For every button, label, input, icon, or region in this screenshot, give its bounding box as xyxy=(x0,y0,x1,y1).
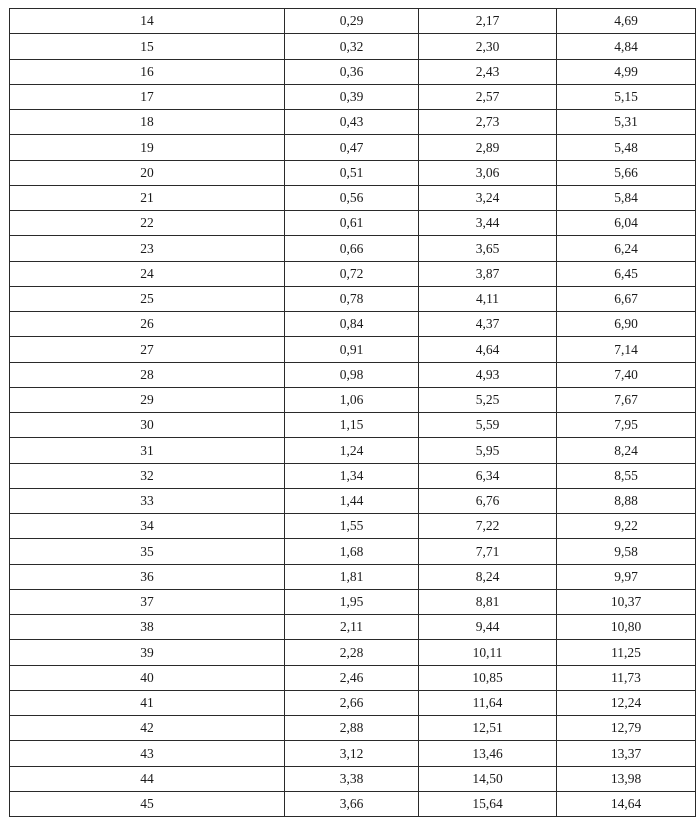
table-cell: 3,44 xyxy=(419,211,557,236)
table-cell: 4,84 xyxy=(557,34,696,59)
table-row xyxy=(10,564,696,589)
table-cell: 6,90 xyxy=(557,312,696,337)
table-cell: 5,48 xyxy=(557,135,696,160)
table-cell: 43 xyxy=(10,741,285,766)
table-cell: 11,64 xyxy=(419,690,557,715)
table-row xyxy=(10,387,696,412)
table-cell: 33 xyxy=(10,488,285,513)
table-cell: 31 xyxy=(10,438,285,463)
table-cell: 35 xyxy=(10,539,285,564)
table-cell: 4,99 xyxy=(557,59,696,84)
table-row xyxy=(10,539,696,564)
table-cell: 39 xyxy=(10,640,285,665)
table-row xyxy=(10,236,696,261)
table-cell: 1,68 xyxy=(285,539,419,564)
table-cell: 2,30 xyxy=(419,34,557,59)
table-cell: 27 xyxy=(10,337,285,362)
table-cell: 4,11 xyxy=(419,286,557,311)
table-cell: 0,78 xyxy=(285,286,419,311)
table-cell: 6,34 xyxy=(419,463,557,488)
table-cell: 8,81 xyxy=(419,589,557,614)
table-cell: 0,47 xyxy=(285,135,419,160)
table-cell: 0,91 xyxy=(285,337,419,362)
table-cell: 7,14 xyxy=(557,337,696,362)
table-row xyxy=(10,185,696,210)
table-row xyxy=(10,84,696,109)
table-row xyxy=(10,791,696,816)
table-row xyxy=(10,261,696,286)
table-cell: 12,79 xyxy=(557,716,696,741)
table-cell: 14,64 xyxy=(557,791,696,816)
table-cell: 22 xyxy=(10,211,285,236)
table-cell: 2,88 xyxy=(285,716,419,741)
table-row xyxy=(10,514,696,539)
table-cell: 38 xyxy=(10,615,285,640)
table-cell: 42 xyxy=(10,716,285,741)
table-cell: 17 xyxy=(10,84,285,109)
table-cell: 40 xyxy=(10,665,285,690)
table-cell: 1,15 xyxy=(285,413,419,438)
table-row xyxy=(10,615,696,640)
table-row xyxy=(10,110,696,135)
table-cell: 0,29 xyxy=(285,9,419,34)
table-cell: 5,25 xyxy=(419,387,557,412)
table-cell: 34 xyxy=(10,514,285,539)
table-cell: 36 xyxy=(10,564,285,589)
table-cell: 11,25 xyxy=(557,640,696,665)
table-cell: 1,95 xyxy=(285,589,419,614)
table-cell: 0,56 xyxy=(285,185,419,210)
table-cell: 1,81 xyxy=(285,564,419,589)
table-cell: 2,28 xyxy=(285,640,419,665)
table-cell: 7,40 xyxy=(557,362,696,387)
table-cell: 8,24 xyxy=(557,438,696,463)
table-cell: 8,55 xyxy=(557,463,696,488)
table-cell: 6,76 xyxy=(419,488,557,513)
table-cell: 3,12 xyxy=(285,741,419,766)
table-cell: 0,84 xyxy=(285,312,419,337)
table-row xyxy=(10,640,696,665)
table-row xyxy=(10,463,696,488)
table-cell: 2,11 xyxy=(285,615,419,640)
table-cell: 11,73 xyxy=(557,665,696,690)
table-cell: 0,39 xyxy=(285,84,419,109)
table-cell: 1,34 xyxy=(285,463,419,488)
table-cell: 12,51 xyxy=(419,716,557,741)
table-cell: 3,87 xyxy=(419,261,557,286)
table-cell: 13,46 xyxy=(419,741,557,766)
table-cell: 16 xyxy=(10,59,285,84)
table-cell: 3,38 xyxy=(285,766,419,791)
table-cell: 1,24 xyxy=(285,438,419,463)
table-cell: 21 xyxy=(10,185,285,210)
table-row xyxy=(10,589,696,614)
table-cell: 4,64 xyxy=(419,337,557,362)
table-cell: 7,22 xyxy=(419,514,557,539)
table-row xyxy=(10,766,696,791)
data-table-container xyxy=(9,8,695,817)
table-cell: 6,45 xyxy=(557,261,696,286)
table-cell: 10,85 xyxy=(419,665,557,690)
table-cell: 10,80 xyxy=(557,615,696,640)
table-cell: 0,32 xyxy=(285,34,419,59)
table-cell: 9,58 xyxy=(557,539,696,564)
table-cell: 15 xyxy=(10,34,285,59)
table-cell: 24 xyxy=(10,261,285,286)
table-cell: 28 xyxy=(10,362,285,387)
table-cell: 1,44 xyxy=(285,488,419,513)
table-cell: 9,44 xyxy=(419,615,557,640)
table-row xyxy=(10,59,696,84)
table-row xyxy=(10,362,696,387)
table-cell: 0,51 xyxy=(285,160,419,185)
table-cell: 20 xyxy=(10,160,285,185)
table-cell: 7,95 xyxy=(557,413,696,438)
table-cell: 5,66 xyxy=(557,160,696,185)
table-cell: 5,59 xyxy=(419,413,557,438)
table-row xyxy=(10,690,696,715)
table-cell: 4,69 xyxy=(557,9,696,34)
table-cell: 1,55 xyxy=(285,514,419,539)
table-row xyxy=(10,34,696,59)
table-cell: 3,06 xyxy=(419,160,557,185)
table-cell: 4,37 xyxy=(419,312,557,337)
table-cell: 2,66 xyxy=(285,690,419,715)
table-cell: 1,06 xyxy=(285,387,419,412)
data-table xyxy=(9,8,696,817)
table-row xyxy=(10,665,696,690)
table-cell: 0,43 xyxy=(285,110,419,135)
table-row xyxy=(10,337,696,362)
table-cell: 12,24 xyxy=(557,690,696,715)
table-cell: 6,67 xyxy=(557,286,696,311)
table-cell: 23 xyxy=(10,236,285,261)
table-row xyxy=(10,716,696,741)
table-cell: 30 xyxy=(10,413,285,438)
table-row xyxy=(10,9,696,34)
table-body xyxy=(10,9,696,817)
table-cell: 9,22 xyxy=(557,514,696,539)
table-cell: 44 xyxy=(10,766,285,791)
table-cell: 0,66 xyxy=(285,236,419,261)
table-cell: 3,66 xyxy=(285,791,419,816)
table-cell: 10,37 xyxy=(557,589,696,614)
table-row xyxy=(10,160,696,185)
table-row xyxy=(10,211,696,236)
table-cell: 0,72 xyxy=(285,261,419,286)
table-cell: 2,73 xyxy=(419,110,557,135)
table-cell: 19 xyxy=(10,135,285,160)
table-cell: 8,24 xyxy=(419,564,557,589)
table-cell: 13,98 xyxy=(557,766,696,791)
table-cell: 2,17 xyxy=(419,9,557,34)
table-cell: 9,97 xyxy=(557,564,696,589)
table-cell: 7,71 xyxy=(419,539,557,564)
table-cell: 0,61 xyxy=(285,211,419,236)
table-cell: 5,95 xyxy=(419,438,557,463)
table-cell: 0,98 xyxy=(285,362,419,387)
table-cell: 5,15 xyxy=(557,84,696,109)
table-cell: 15,64 xyxy=(419,791,557,816)
table-cell: 6,24 xyxy=(557,236,696,261)
table-cell: 3,24 xyxy=(419,185,557,210)
table-row xyxy=(10,413,696,438)
table-cell: 13,37 xyxy=(557,741,696,766)
table-cell: 10,11 xyxy=(419,640,557,665)
table-cell: 7,67 xyxy=(557,387,696,412)
table-cell: 14,50 xyxy=(419,766,557,791)
table-cell: 41 xyxy=(10,690,285,715)
table-row xyxy=(10,135,696,160)
table-cell: 2,43 xyxy=(419,59,557,84)
table-cell: 3,65 xyxy=(419,236,557,261)
table-cell: 26 xyxy=(10,312,285,337)
table-cell: 5,31 xyxy=(557,110,696,135)
table-row xyxy=(10,438,696,463)
table-cell: 14 xyxy=(10,9,285,34)
table-cell: 2,89 xyxy=(419,135,557,160)
table-cell: 4,93 xyxy=(419,362,557,387)
table-cell: 2,57 xyxy=(419,84,557,109)
table-row xyxy=(10,488,696,513)
table-cell: 2,46 xyxy=(285,665,419,690)
table-row xyxy=(10,312,696,337)
table-row xyxy=(10,741,696,766)
table-cell: 6,04 xyxy=(557,211,696,236)
table-cell: 37 xyxy=(10,589,285,614)
table-cell: 5,84 xyxy=(557,185,696,210)
table-cell: 18 xyxy=(10,110,285,135)
table-cell: 8,88 xyxy=(557,488,696,513)
table-row xyxy=(10,286,696,311)
table-cell: 0,36 xyxy=(285,59,419,84)
table-cell: 29 xyxy=(10,387,285,412)
table-cell: 45 xyxy=(10,791,285,816)
table-cell: 25 xyxy=(10,286,285,311)
table-cell: 32 xyxy=(10,463,285,488)
